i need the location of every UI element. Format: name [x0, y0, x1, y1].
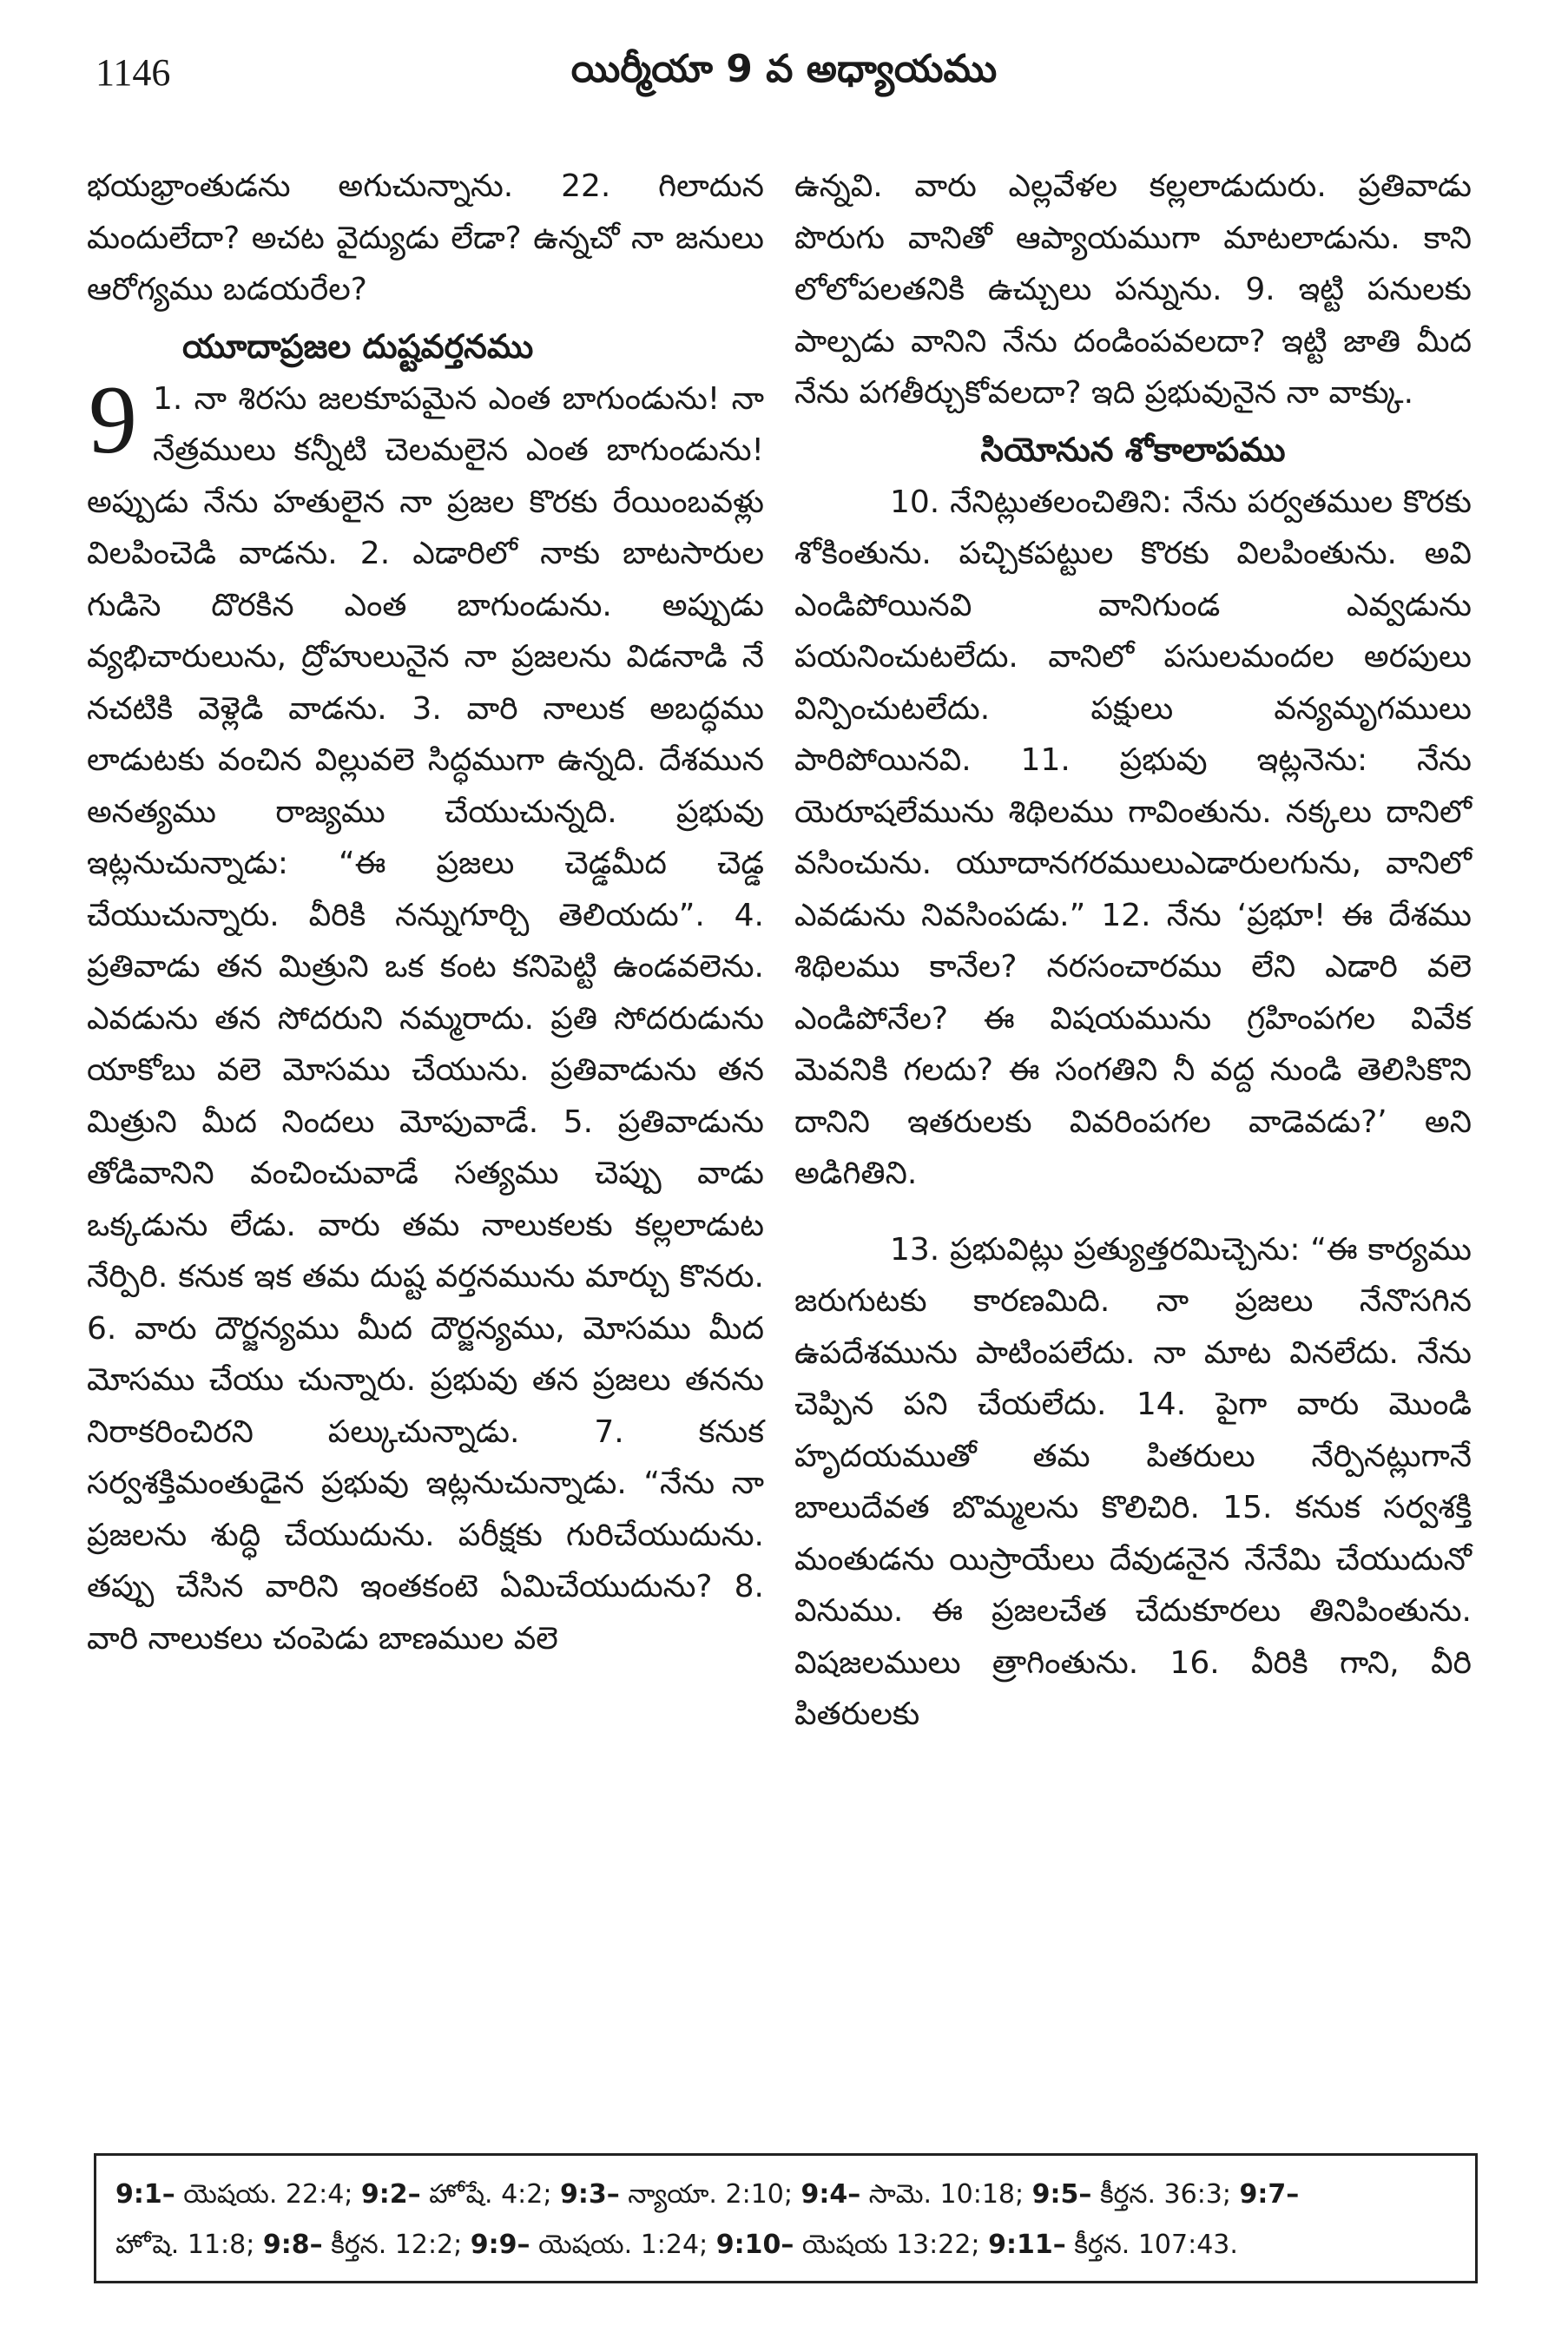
footnote-ref: 9:4– — [800, 2179, 861, 2210]
footnote-ref: 9:8– — [262, 2230, 323, 2260]
chapter-block — [87, 366, 764, 1665]
footnote-ref: 9:7– — [1239, 2179, 1300, 2210]
intro-paragraph: భయభ్రాంతుడను అగుచున్నాను. 22. గిలాదున మందులేదా? అచట వైద్యుడు లేడా? ఉన్నచో నా జనులు ఆరోగ్యము బడయరేల? — [87, 168, 764, 307]
right-column — [794, 161, 1472, 1741]
footnote-text: సామె. 10:18; — [860, 2179, 1032, 2210]
footnote-ref: 9:9– — [470, 2230, 530, 2260]
footnote-text: కీర్తన. 107:43. — [1065, 2230, 1238, 2260]
footnote-line — [115, 2220, 1456, 2270]
left-column — [87, 161, 764, 1664]
continued-paragraph: ఉన్నవి. వారు ఎల్లవేళల కల్లలాడుదురు. ప్రతివాడు పొరుగు వానితో ఆప్యాయముగా మాటలాడును. కాని లోలోపలతనికి ఉచ్చులు పన్నును. 9. ఇట్టి పనులకు పాల్పడు వానిని నేను దండింపవలదా? ఇట్టి జాతి మీద నేను పగతీర్చుకోవలదా? ఇది ప్రభువునైన నా వాక్కు. — [794, 168, 1472, 411]
footnote-text: న్యాయా. 2:10; — [619, 2179, 801, 2210]
paragraph-verse-10: 10. నేనిట్లుతలంచితిని: నేను పర్వతముల కొరకు శోకింతును. పచ్చికపట్టుల కొరకు విలపింతును. అవి ఎండిపోయినవి వానిగుండ ఎవ్వడును పయనించుటలేదు. వానిలో పసులమందల అరపులు విన్పించుటలేదు. పక్షులు వన్యమృగములు పారిపోయినవి. 11. ప్రభువు ఇట్లనెను: నేను యెరూషలేమును శిథిలము గావింతును. నక్కలు దానిలో వసించును. యూదానగరములుఎడారులగును, వానిలో ఎవడును నివసింపడు.” 12. నేను ‘ప్రభూ! ఈ దేశము శిథిలము కానేల? నరసంచారము లేని ఎడారి వలె ఎండిపోనేల? ఈ విషయమును గ్రహింపగల వివేక మెవనికి గలదు? ఈ సంగతిని నీ వద్ద నుండి తెలిసికొని దానిని ఇతరులకు వివరింపగల వాడెవడు?’ అని అడిగితిని. — [794, 484, 1472, 1191]
footnote-ref: 9:10– — [715, 2230, 794, 2260]
footnote-text: యెషయ. 1:24; — [530, 2230, 716, 2260]
footnote-text: కీర్తన. 12:2; — [322, 2230, 471, 2260]
footnote-text: కీర్తన. 36:3; — [1091, 2179, 1240, 2210]
paragraph-verse-13: 13. ప్రభువిట్లు ప్రత్యుత్తరమిచ్చెను: “ఈ కార్యము జరుగుటకు కారణమిది. నా ప్రజలు నేనొసగిన ఉపదేశమును పాటింపలేదు. నా మాట వినలేదు. నేను చెప్పిన పని చేయలేదు. 14. పైగా వారు మొండి హృదయముతో తమ పితరులు నేర్పినట్లుగానే బాలుదేవత బొమ్మలను కొలిచిరి. 15. కనుక సర్వశక్తి మంతుడను యిస్రాయేలు దేవుడనైన నేనేమి చేయుదునో వినుము. ఈ ప్రజలచేత చేదుకూరలు తినిపింతును. విషజలములు త్రాగింతును. 16. వీరికి గాని, వీరి పితరులకు — [794, 1231, 1472, 1732]
footnote-text: యెషయ 13:22; — [794, 2230, 989, 2260]
footnote-ref: 9:3– — [560, 2179, 620, 2210]
footnote-ref: 9:1– — [115, 2179, 175, 2210]
footnote-text: యెషయ. 22:4; — [175, 2179, 361, 2210]
page-number: 1146 — [96, 51, 171, 94]
footnote-ref: 9:2– — [360, 2179, 421, 2210]
footnote-text: హోషె. 11:8; — [115, 2230, 263, 2260]
footnotes-box — [94, 2153, 1478, 2283]
chapter-number: 9 — [89, 366, 137, 474]
section-heading: యూదాప్రజల దుష్టవర్తనము — [182, 326, 534, 366]
chapter-paragraph: 1. నా శిరసు జలకూపమైన ఎంత బాగుండును! నా నేత్రములు కన్నీటి చెలమలైన ఎంత బాగుండును! అప్పుడు నేను హతులైన నా ప్రజల కొరకు రేయింబవళ్లు విలపించెడి వాడను. 2. ఎడారిలో నాకు బాటసారుల గుడిసె దొరకిన ఎంత బాగుండును. అప్పుడు వ్యభిచారులును, ద్రోహులునైన నా ప్రజలను విడనాడి నే నచటికి వెళ్లెడి వాడను. 3. వారి నాలుక అబద్ధము లాడుటకు వంచిన విల్లువలె సిద్ధముగా ఉన్నది. దేశమున అనత్యము రాజ్యము చేయుచున్నది. ప్రభువు ఇట్లనుచున్నాడు: “ఈ ప్రజలు చెడ్డమీద చెడ్డ చేయుచున్నారు. వీరికి నన్నుగూర్చి తెలియదు”. 4. ప్రతివాడు తన మిత్రుని ఒక కంట కనిపెట్టి ఉండవలెను. ఎవడును తన సోదరుని నమ్మరాదు. ప్రతి సోదరుడును యాకోబు వలె మోసము చేయును. ప్రతివాడును తన మిత్రుని మీద నిందలు మోపువాడే. 5. ప్రతివాడును తోడివానిని వంచించువాడే సత్యము చెప్పు వాడు ఒక్కడును లేడు. వారు తమ నాలుకలకు కల్లలాడుట నేర్పిరి. కనుక ఇక తమ దుష్ట వర్తనమును మార్చు కొనరు. 6. వారు దౌర్జన్యము మీద దౌర్జన్యము, మోసము మీద మోసము చేయు చున్నారు. ప్రభువు తన ప్రజలు తనను నిరాకరించిరని పల్కుచున్నాడు. 7. కనుక సర్వశక్తిమంతుడైన ప్రభువు ఇట్లనుచున్నాడు. “నేను నా ప్రజలను శుద్ధి చేయుదును. పరీక్షకు గురిచేయుదును. తప్పు చేసిన వారిని ఇంతకంటె ఏమిచేయుదును? 8. వారి నాలుకలు చంపెడు బాణముల వలె — [87, 380, 764, 1657]
section-heading: సియోనున శోకాలాపము — [980, 430, 1286, 469]
footnote-line — [115, 2170, 1456, 2220]
footnote-text: హోషే. 4:2; — [420, 2179, 561, 2210]
running-head: యిర్మీయా 9 వ అధ్యాయము — [570, 47, 998, 91]
footnote-ref: 9:5– — [1031, 2179, 1092, 2210]
footnote-ref: 9:11– — [988, 2230, 1066, 2260]
